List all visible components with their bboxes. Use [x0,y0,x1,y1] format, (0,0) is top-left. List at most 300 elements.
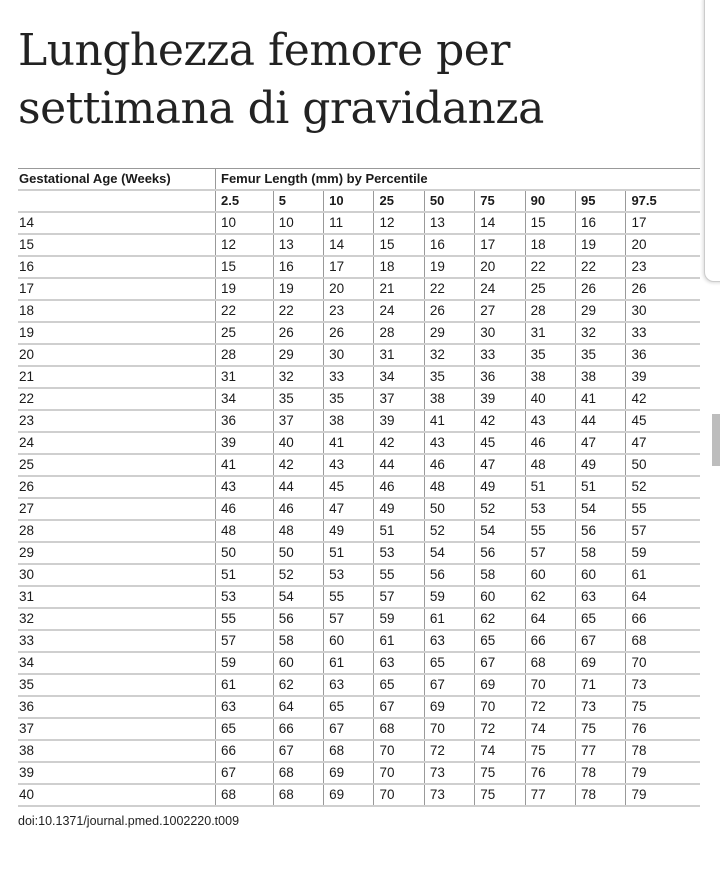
value-cell: 41 [576,388,626,410]
value-cell: 57 [525,542,575,564]
value-cell: 58 [273,630,323,652]
value-cell: 23 [324,300,374,322]
percentile-header: 2.5 [216,190,274,212]
value-cell: 53 [374,542,424,564]
value-cell: 55 [525,520,575,542]
value-cell: 70 [626,652,700,674]
table-row [18,212,700,234]
value-cell: 22 [273,300,323,322]
value-cell: 44 [374,454,424,476]
value-cell: 19 [273,278,323,300]
value-cell: 46 [273,498,323,520]
value-cell: 59 [374,608,424,630]
empty-header-cell [18,190,216,212]
value-cell: 65 [576,608,626,630]
value-cell: 51 [216,564,274,586]
value-cell: 75 [525,740,575,762]
value-cell: 39 [374,410,424,432]
value-cell: 70 [424,718,474,740]
table-section [18,168,700,829]
value-cell: 57 [626,520,700,542]
value-cell: 56 [576,520,626,542]
value-cell: 54 [475,520,525,542]
table-row [18,564,700,586]
value-cell: 70 [374,762,424,784]
value-cell: 39 [216,432,274,454]
week-cell: 20 [18,344,216,366]
week-cell: 28 [18,520,216,542]
value-cell: 58 [475,564,525,586]
value-cell: 60 [576,564,626,586]
title-line-2: settimana di gravidanza [18,83,544,134]
value-cell: 65 [374,674,424,696]
value-cell: 24 [374,300,424,322]
value-cell: 30 [324,344,374,366]
value-cell: 72 [424,740,474,762]
value-cell: 12 [374,212,424,234]
value-cell: 54 [424,542,474,564]
value-cell: 38 [324,410,374,432]
value-cell: 67 [273,740,323,762]
value-cell: 14 [475,212,525,234]
value-cell: 66 [273,718,323,740]
value-cell: 49 [374,498,424,520]
value-cell: 15 [525,212,575,234]
value-cell: 30 [475,322,525,344]
table-row [18,498,700,520]
value-cell: 44 [273,476,323,498]
value-cell: 69 [475,674,525,696]
table-row [18,630,700,652]
table-row [18,300,700,322]
value-cell: 50 [216,542,274,564]
week-cell: 26 [18,476,216,498]
value-cell: 65 [424,652,474,674]
value-cell: 70 [475,696,525,718]
week-cell: 32 [18,608,216,630]
value-cell: 43 [324,454,374,476]
week-cell: 23 [18,410,216,432]
value-cell: 73 [576,696,626,718]
value-cell: 67 [576,630,626,652]
value-cell: 58 [576,542,626,564]
value-cell: 13 [273,234,323,256]
value-cell: 63 [576,586,626,608]
value-cell: 50 [626,454,700,476]
value-cell: 34 [216,388,274,410]
value-cell: 73 [626,674,700,696]
table-row [18,652,700,674]
value-cell: 48 [273,520,323,542]
value-cell: 21 [374,278,424,300]
value-cell: 78 [576,762,626,784]
value-cell: 75 [626,696,700,718]
value-cell: 50 [424,498,474,520]
value-cell: 11 [324,212,374,234]
week-cell: 17 [18,278,216,300]
value-cell: 62 [273,674,323,696]
value-cell: 36 [475,366,525,388]
value-cell: 55 [324,586,374,608]
value-cell: 38 [576,366,626,388]
value-cell: 10 [273,212,323,234]
week-cell: 36 [18,696,216,718]
week-cell: 27 [18,498,216,520]
week-cell: 24 [18,432,216,454]
value-cell: 51 [576,476,626,498]
scrollbar[interactable] [712,414,720,466]
value-cell: 29 [576,300,626,322]
value-cell: 54 [576,498,626,520]
value-cell: 53 [216,586,274,608]
page-title [18,22,544,138]
value-cell: 16 [273,256,323,278]
value-cell: 39 [626,366,700,388]
week-cell: 15 [18,234,216,256]
table-row [18,762,700,784]
value-cell: 66 [216,740,274,762]
gestational-age-header: Gestational Age (Weeks) [18,169,216,191]
value-cell: 32 [273,366,323,388]
value-cell: 53 [525,498,575,520]
doi-caption: doi:10.1371/journal.pmed.1002220.t009 [18,814,240,828]
value-cell: 69 [424,696,474,718]
percentile-header: 97.5 [626,190,700,212]
title-line-1: Lunghezza femore per [18,25,510,76]
value-cell: 57 [324,608,374,630]
value-cell: 68 [273,784,323,806]
week-cell: 19 [18,322,216,344]
value-cell: 43 [216,476,274,498]
value-cell: 16 [424,234,474,256]
value-cell: 52 [475,498,525,520]
value-cell: 26 [273,322,323,344]
value-cell: 17 [475,234,525,256]
header-row-group [18,169,700,191]
value-cell: 51 [525,476,575,498]
value-cell: 61 [374,630,424,652]
week-cell: 31 [18,586,216,608]
value-cell: 46 [424,454,474,476]
value-cell: 68 [626,630,700,652]
value-cell: 40 [273,432,323,454]
value-cell: 79 [626,762,700,784]
value-cell: 61 [626,564,700,586]
value-cell: 46 [374,476,424,498]
week-cell: 22 [18,388,216,410]
value-cell: 67 [324,718,374,740]
table-row [18,366,700,388]
value-cell: 19 [216,278,274,300]
value-cell: 68 [525,652,575,674]
value-cell: 75 [576,718,626,740]
value-cell: 45 [324,476,374,498]
table-row [18,674,700,696]
value-cell: 10 [216,212,274,234]
value-cell: 61 [216,674,274,696]
value-cell: 24 [475,278,525,300]
value-cell: 41 [324,432,374,454]
table-row [18,344,700,366]
value-cell: 28 [216,344,274,366]
value-cell: 51 [374,520,424,542]
percentile-header: 50 [424,190,474,212]
value-cell: 64 [273,696,323,718]
week-cell: 33 [18,630,216,652]
value-cell: 41 [216,454,274,476]
value-cell: 49 [576,454,626,476]
value-cell: 49 [324,520,374,542]
value-cell: 27 [475,300,525,322]
value-cell: 55 [626,498,700,520]
value-cell: 73 [424,784,474,806]
value-cell: 69 [576,652,626,674]
value-cell: 63 [324,674,374,696]
value-cell: 37 [273,410,323,432]
value-cell: 38 [424,388,474,410]
value-cell: 61 [324,652,374,674]
value-cell: 67 [475,652,525,674]
value-cell: 35 [576,344,626,366]
value-cell: 20 [324,278,374,300]
value-cell: 68 [216,784,274,806]
femur-length-header: Femur Length (mm) by Percentile [216,169,701,191]
value-cell: 67 [424,674,474,696]
value-cell: 67 [216,762,274,784]
value-cell: 57 [374,586,424,608]
value-cell: 22 [424,278,474,300]
value-cell: 25 [216,322,274,344]
value-cell: 60 [273,652,323,674]
value-cell: 38 [525,366,575,388]
value-cell: 20 [626,234,700,256]
value-cell: 62 [525,586,575,608]
value-cell: 60 [324,630,374,652]
week-cell: 38 [18,740,216,762]
value-cell: 69 [324,784,374,806]
table-row [18,740,700,762]
value-cell: 15 [374,234,424,256]
value-cell: 35 [273,388,323,410]
value-cell: 26 [576,278,626,300]
value-cell: 47 [475,454,525,476]
value-cell: 31 [216,366,274,388]
value-cell: 12 [216,234,274,256]
value-cell: 47 [576,432,626,454]
value-cell: 55 [216,608,274,630]
value-cell: 68 [273,762,323,784]
week-cell: 14 [18,212,216,234]
value-cell: 60 [475,586,525,608]
value-cell: 18 [374,256,424,278]
value-cell: 75 [475,784,525,806]
table-row [18,696,700,718]
value-cell: 53 [324,564,374,586]
value-cell: 45 [475,432,525,454]
value-cell: 59 [216,652,274,674]
table-row [18,256,700,278]
value-cell: 42 [374,432,424,454]
value-cell: 49 [475,476,525,498]
header-row-percentiles [18,190,700,212]
week-cell: 30 [18,564,216,586]
value-cell: 65 [475,630,525,652]
value-cell: 56 [424,564,474,586]
value-cell: 59 [626,542,700,564]
value-cell: 29 [273,344,323,366]
percentile-header: 90 [525,190,575,212]
percentile-header: 5 [273,190,323,212]
value-cell: 76 [525,762,575,784]
week-cell: 37 [18,718,216,740]
value-cell: 70 [374,740,424,762]
value-cell: 68 [324,740,374,762]
value-cell: 55 [374,564,424,586]
value-cell: 74 [525,718,575,740]
value-cell: 19 [424,256,474,278]
value-cell: 69 [324,762,374,784]
value-cell: 78 [576,784,626,806]
value-cell: 48 [525,454,575,476]
value-cell: 46 [525,432,575,454]
value-cell: 23 [626,256,700,278]
value-cell: 44 [576,410,626,432]
value-cell: 17 [324,256,374,278]
value-cell: 41 [424,410,474,432]
value-cell: 50 [273,542,323,564]
value-cell: 37 [374,388,424,410]
percentile-header: 25 [374,190,424,212]
table-row [18,718,700,740]
value-cell: 14 [324,234,374,256]
value-cell: 78 [626,740,700,762]
value-cell: 66 [626,608,700,630]
value-cell: 34 [374,366,424,388]
value-cell: 76 [626,718,700,740]
value-cell: 48 [424,476,474,498]
value-cell: 25 [525,278,575,300]
value-cell: 43 [525,410,575,432]
value-cell: 63 [216,696,274,718]
value-cell: 47 [324,498,374,520]
value-cell: 42 [626,388,700,410]
value-cell: 33 [475,344,525,366]
value-cell: 40 [525,388,575,410]
value-cell: 26 [626,278,700,300]
value-cell: 19 [576,234,626,256]
overlay-card-edge [704,0,720,282]
week-cell: 40 [18,784,216,806]
value-cell: 22 [576,256,626,278]
percentile-header: 75 [475,190,525,212]
value-cell: 70 [525,674,575,696]
value-cell: 42 [273,454,323,476]
value-cell: 22 [216,300,274,322]
value-cell: 15 [216,256,274,278]
value-cell: 48 [216,520,274,542]
value-cell: 30 [626,300,700,322]
value-cell: 79 [626,784,700,806]
value-cell: 36 [626,344,700,366]
week-cell: 21 [18,366,216,388]
value-cell: 47 [626,432,700,454]
table-row [18,476,700,498]
value-cell: 20 [475,256,525,278]
table-row [18,410,700,432]
value-cell: 28 [525,300,575,322]
value-cell: 31 [374,344,424,366]
value-cell: 68 [374,718,424,740]
value-cell: 52 [273,564,323,586]
value-cell: 75 [475,762,525,784]
week-cell: 25 [18,454,216,476]
value-cell: 77 [525,784,575,806]
value-cell: 16 [576,212,626,234]
value-cell: 65 [324,696,374,718]
table-row [18,388,700,410]
value-cell: 46 [216,498,274,520]
table-row [18,542,700,564]
value-cell: 26 [324,322,374,344]
value-cell: 63 [374,652,424,674]
week-cell: 16 [18,256,216,278]
week-cell: 34 [18,652,216,674]
value-cell: 66 [525,630,575,652]
value-cell: 64 [626,586,700,608]
value-cell: 22 [525,256,575,278]
value-cell: 60 [525,564,575,586]
percentile-header: 95 [576,190,626,212]
table-row [18,784,700,806]
value-cell: 64 [525,608,575,630]
value-cell: 31 [525,322,575,344]
value-cell: 73 [424,762,474,784]
value-cell: 65 [216,718,274,740]
value-cell: 29 [424,322,474,344]
value-cell: 70 [374,784,424,806]
value-cell: 13 [424,212,474,234]
value-cell: 35 [324,388,374,410]
value-cell: 45 [626,410,700,432]
value-cell: 33 [626,322,700,344]
value-cell: 32 [424,344,474,366]
value-cell: 33 [324,366,374,388]
percentile-header: 10 [324,190,374,212]
value-cell: 63 [424,630,474,652]
value-cell: 35 [525,344,575,366]
value-cell: 32 [576,322,626,344]
table-body [18,212,700,806]
table-row [18,322,700,344]
week-cell: 18 [18,300,216,322]
value-cell: 18 [525,234,575,256]
value-cell: 57 [216,630,274,652]
value-cell: 72 [525,696,575,718]
table-row [18,454,700,476]
value-cell: 71 [576,674,626,696]
table-row [18,586,700,608]
value-cell: 52 [626,476,700,498]
value-cell: 77 [576,740,626,762]
value-cell: 35 [424,366,474,388]
value-cell: 72 [475,718,525,740]
week-cell: 35 [18,674,216,696]
value-cell: 59 [424,586,474,608]
table-row [18,432,700,454]
value-cell: 42 [475,410,525,432]
value-cell: 52 [424,520,474,542]
value-cell: 43 [424,432,474,454]
